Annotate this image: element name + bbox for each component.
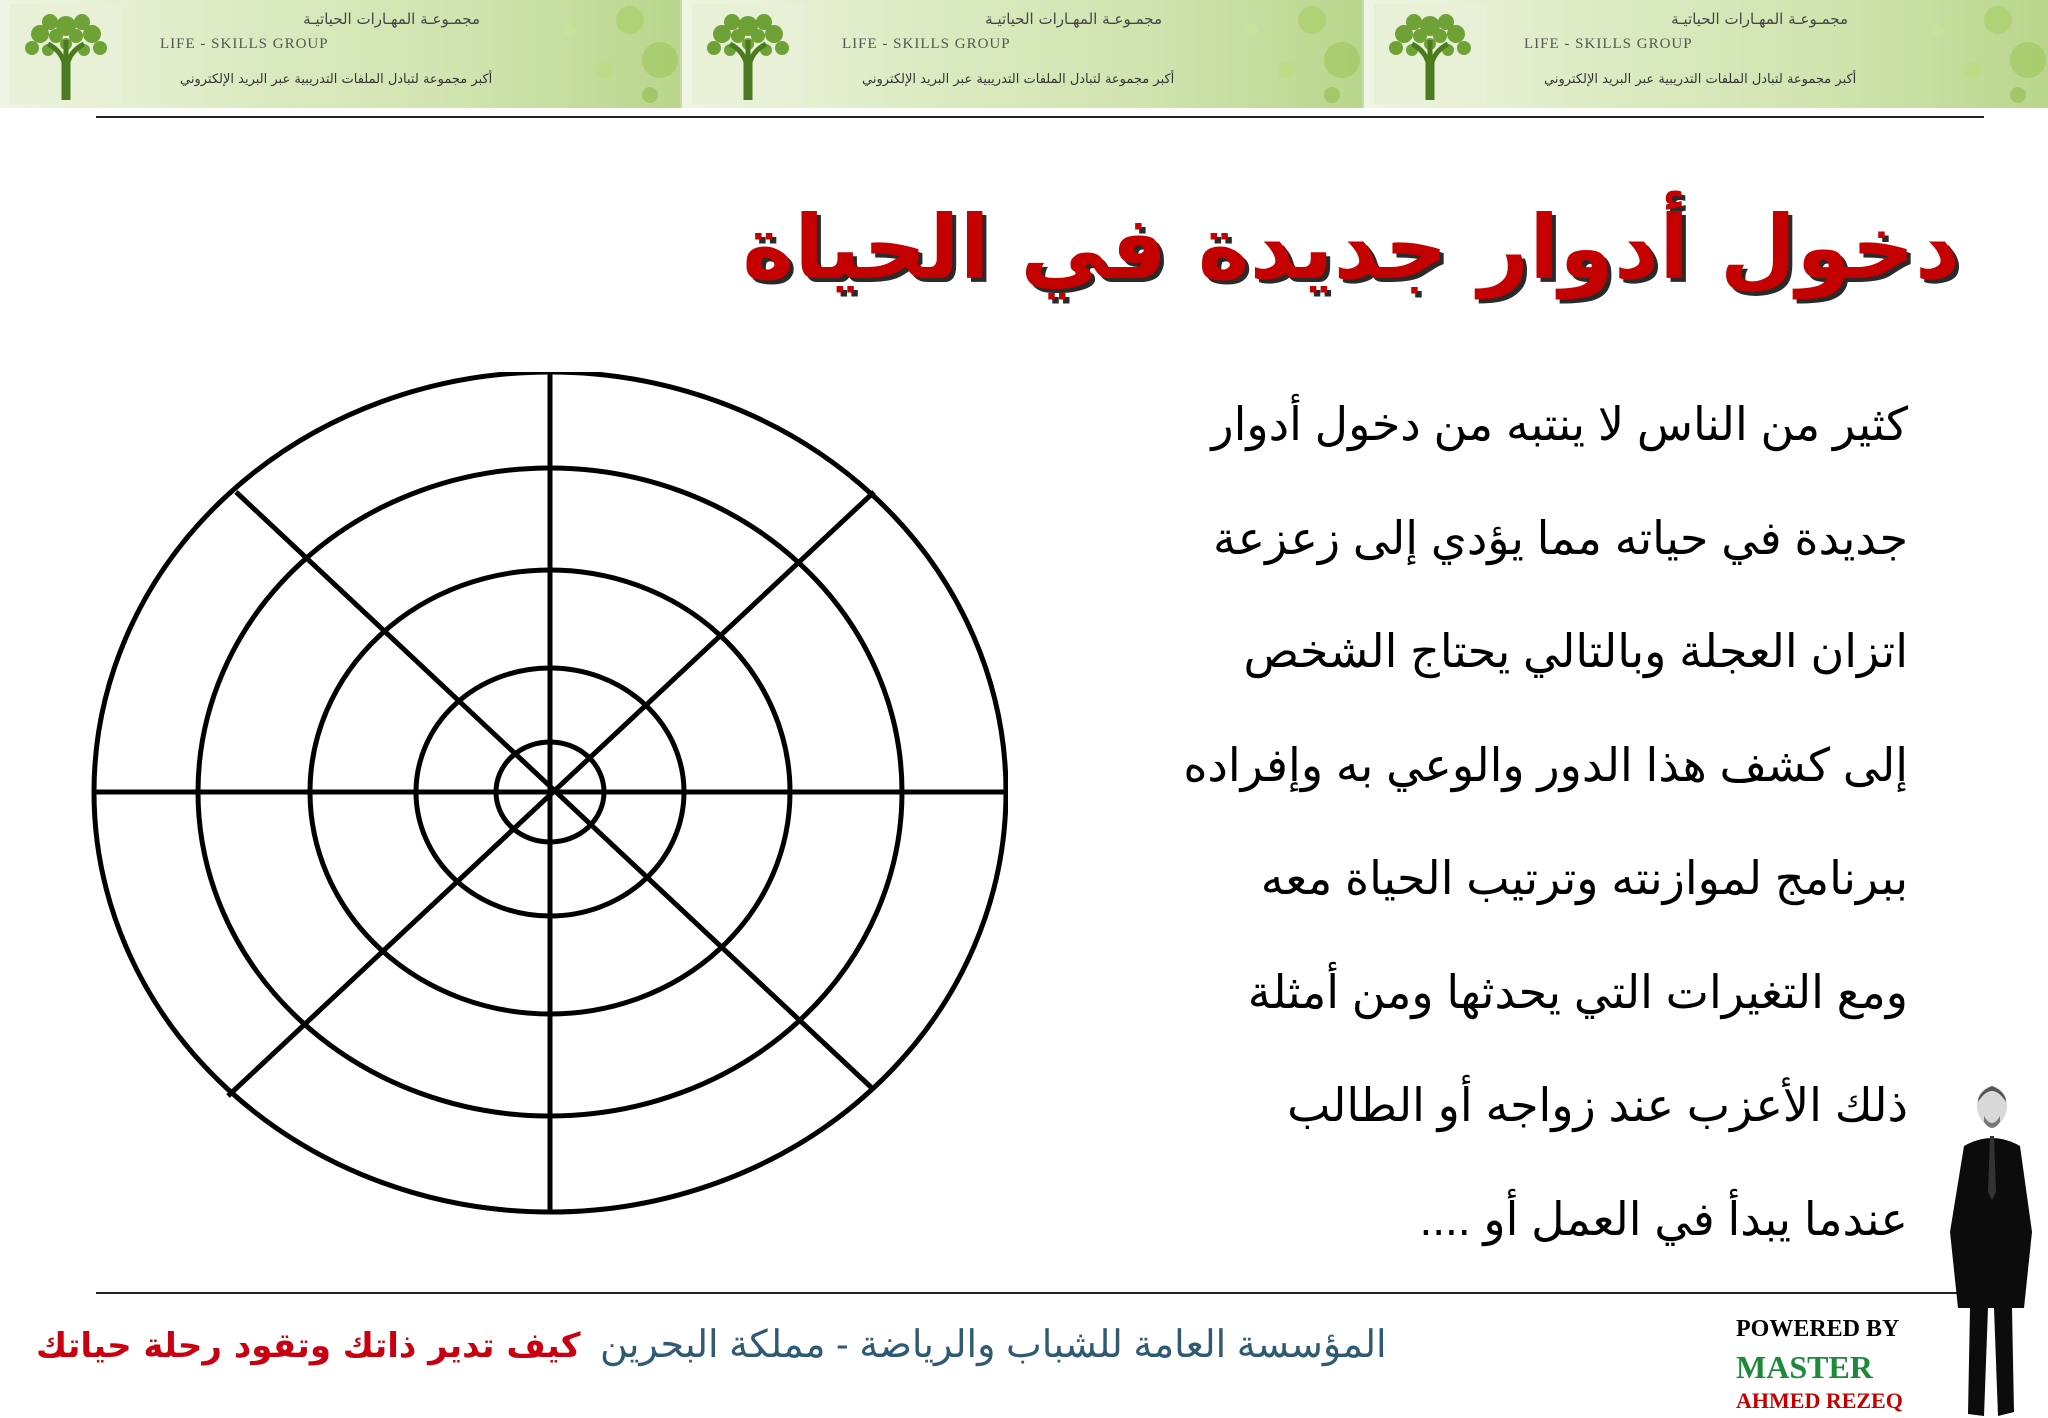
powered-by-label: POWERED BY (1736, 1316, 1900, 1342)
header-banner (0, 0, 2048, 108)
banner-tile (1364, 0, 2048, 108)
tree-logo-icon (10, 4, 122, 104)
paragraph-line: عندما يبدأ في العمل أو .... (1419, 1192, 1908, 1245)
businessman-silhouette-icon (1940, 1072, 2040, 1418)
slide-paragraph (1048, 398, 1908, 1306)
banner-arabic-title: مجمـوعـة المهـارات الحياتيـة (1671, 10, 1848, 28)
top-divider (96, 116, 1984, 118)
paragraph-line: ببرنامج لموازنته وترتيب الحياة معه (1260, 852, 1908, 904)
powered-by-block (1736, 1316, 1903, 1414)
paragraph-line: ومع التغيرات التي يحدثها ومن أمثلة (1247, 965, 1908, 1018)
banner-subtitle: أكبر مجموعة لتبادل الملفات التدريبية عبر البريد الإلكتروني (180, 72, 493, 87)
master-label: MASTER (1736, 1349, 1873, 1385)
banner-english-title: LIFE - SKILLS GROUP (1524, 36, 1693, 52)
banner-subtitle: أكبر مجموعة لتبادل الملفات التدريبية عبر البريد الإلكتروني (862, 72, 1175, 87)
life-wheel-diagram (88, 372, 1008, 1222)
tree-logo-icon (692, 4, 804, 104)
footer-slogan: كيف تدير ذاتك وتقود رحلة حياتك (36, 1326, 581, 1366)
banner-english-title: LIFE - SKILLS GROUP (160, 36, 329, 52)
paragraph-line: جديدة في حياته مما يؤدي إلى زعزعة (1212, 511, 1908, 564)
footer-organization: المؤسسة العامة للشباب والرياضة - مملكة البحرين (600, 1324, 1387, 1366)
bokeh-decoration (510, 0, 680, 108)
banner-english-title: LIFE - SKILLS GROUP (842, 36, 1011, 52)
author-name: AHMED REZEQ (1736, 1388, 1903, 1413)
paragraph-line: إلى كشف هذا الدور والوعي به وإفراده (1183, 738, 1908, 791)
paragraph-line: ذلك الأعزب عند زواجه أو الطالب (1287, 1079, 1908, 1131)
tree-logo-icon (1374, 4, 1486, 104)
paragraph-line: كثير من الناس لا ينتبه من دخول أدوار (1211, 398, 1908, 450)
bokeh-decoration (1192, 0, 1362, 108)
paragraph-line: اتزان العجلة وبالتالي يحتاج الشخص (1243, 625, 1908, 677)
banner-tile (0, 0, 682, 108)
slide-title: دخول أدوار جديدة في الحياة (742, 196, 1960, 299)
bokeh-decoration (1878, 0, 2048, 108)
banner-arabic-title: مجمـوعـة المهـارات الحياتيـة (985, 10, 1162, 28)
banner-tile (682, 0, 1364, 108)
banner-arabic-title: مجمـوعـة المهـارات الحياتيـة (303, 10, 480, 28)
banner-subtitle: أكبر مجموعة لتبادل الملفات التدريبية عبر البريد الإلكتروني (1544, 72, 1857, 87)
bottom-divider (96, 1292, 1984, 1294)
